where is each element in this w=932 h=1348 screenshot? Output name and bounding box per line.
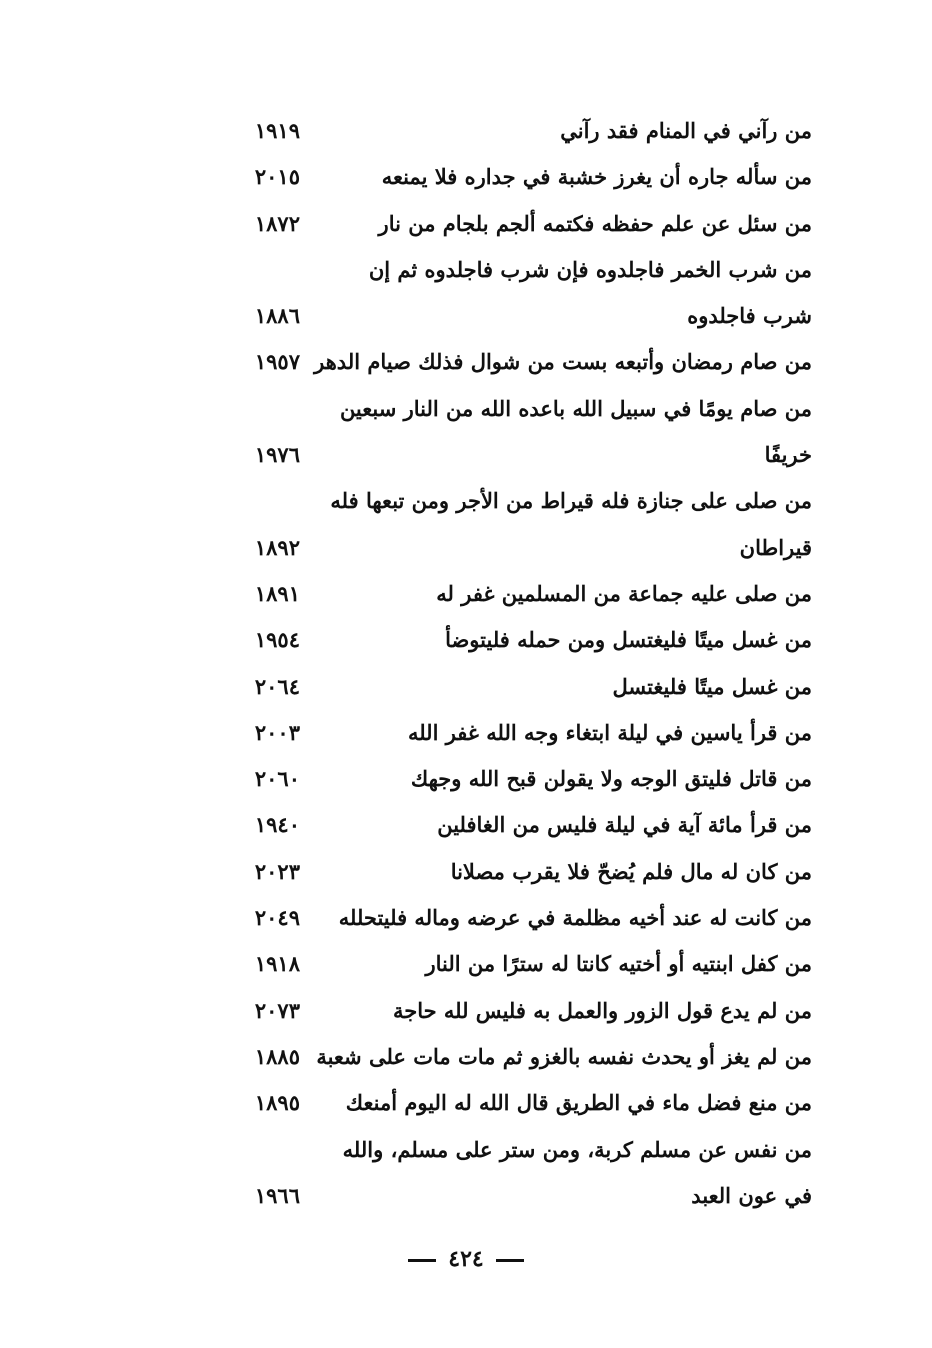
entry-line <box>220 802 812 848</box>
hadith-entry <box>220 571 812 617</box>
entry-line <box>220 849 812 895</box>
hadith-entry <box>220 756 812 802</box>
hadith-text: في عون العبد <box>691 1182 812 1208</box>
hadith-number: ١٨٩٢ <box>254 534 300 560</box>
hadith-number: ٢٠٦٠ <box>254 766 300 792</box>
hadith-number: ١٩٤٠ <box>254 812 300 838</box>
hadith-text: خريفًا <box>764 442 812 468</box>
hadith-entry <box>220 988 812 1034</box>
hadith-text: من قرأ مائة آية في ليلة فليس من الغافلين <box>437 812 812 838</box>
hadith-text: من كفل ابنتيه أو أختيه كانتا له سترًا من النار <box>425 951 812 977</box>
hadith-number: ٢٠٧٣ <box>254 997 300 1023</box>
entry-line <box>220 988 812 1034</box>
hadith-text: من سئل عن علم حفظه فكتمه ألجم بلجام من نار <box>378 210 812 236</box>
hadith-number: ٢٠١٥ <box>254 164 300 190</box>
entry-line <box>220 1173 812 1219</box>
hadith-entry <box>220 108 812 154</box>
entry-line <box>220 1127 812 1173</box>
hadith-entry <box>220 664 812 710</box>
entry-line <box>220 664 812 710</box>
hadith-text: من منع فضل ماء في الطريق قال الله له اليوم أمنعك <box>345 1090 812 1116</box>
hadith-entry <box>220 386 812 479</box>
hadith-number: ١٨٩١ <box>254 580 300 606</box>
hadith-text: من قرأ ياسين في ليلة ابتغاء وجه الله غفر الله <box>407 719 812 745</box>
hadith-entry <box>220 710 812 756</box>
page-number: ٤٢٤ <box>448 1246 484 1272</box>
entry-line <box>220 386 812 432</box>
hadith-entry <box>220 1034 812 1080</box>
entry-line <box>220 154 812 200</box>
hadith-text: من صام رمضان وأتبعه بست من شوال فذلك صيام الدهر <box>314 349 812 375</box>
hadith-number: ٢٠٦٤ <box>254 673 300 699</box>
entry-line <box>220 525 812 571</box>
hadith-number: ١٩٥٤ <box>254 627 300 653</box>
hadith-entry <box>220 802 812 848</box>
entry-line <box>220 895 812 941</box>
hadith-entry <box>220 1080 812 1126</box>
hadith-number: ١٨٨٦ <box>254 303 300 329</box>
hadith-text: من شرب الخمر فاجلدوه فإن شرب فاجلدوه ثم إن <box>368 256 812 282</box>
hadith-entry <box>220 339 812 385</box>
hadith-number: ١٩٧٦ <box>254 442 300 468</box>
hadith-text: من كانت له عند أخيه مظلمة في عرضه وماله فليتحلله <box>338 905 812 931</box>
hadith-number: ١٨٨٥ <box>254 1043 300 1069</box>
hadith-number: ١٨٩٥ <box>254 1090 300 1116</box>
hadith-text: من صلى على جنازة فله قيراط من الأجر ومن تبعها فله <box>330 488 812 514</box>
entry-line <box>220 339 812 385</box>
hadith-number: ١٩١٩ <box>254 118 300 143</box>
hadith-number: ١٩٦٦ <box>254 1182 300 1208</box>
entry-line <box>220 201 812 247</box>
entry-line <box>220 710 812 756</box>
entry-line <box>220 432 812 478</box>
hadith-text: من لم يغز أو يحدث نفسه بالغزو ثم مات مات على شعبة <box>316 1043 812 1069</box>
hadith-number: ٢٠٢٣ <box>254 858 300 884</box>
entry-line <box>220 571 812 617</box>
entry-line <box>220 941 812 987</box>
entry-line <box>220 1080 812 1126</box>
hadith-number: ٢٠٠٣ <box>254 719 300 745</box>
hadith-number: ١٩٥٧ <box>254 349 300 375</box>
hadith-entry <box>220 1127 812 1220</box>
hadith-text: من رآني في المنام فقد رآني <box>560 118 812 143</box>
hadith-entry <box>220 201 812 247</box>
hadith-text: من قاتل فليتق الوجه ولا يقولن قبح الله وجهك <box>410 766 812 792</box>
page-footer <box>0 1244 932 1274</box>
hadith-entry <box>220 478 812 571</box>
hadith-index-list <box>220 108 812 1219</box>
hadith-entry <box>220 617 812 663</box>
hadith-entry <box>220 154 812 200</box>
hadith-text: شرب فاجلدوه <box>687 303 812 329</box>
entry-line <box>220 108 812 154</box>
entry-line <box>220 1034 812 1080</box>
hadith-entry <box>220 941 812 987</box>
entry-line <box>220 293 812 339</box>
hadith-entry <box>220 849 812 895</box>
entry-line <box>220 756 812 802</box>
hadith-text: من سأله جاره أن يغرز خشبة في جداره فلا يمنعه <box>381 164 812 190</box>
hadith-text: من كان له مال فلم يُضحّ فلا يقرب مصلانا <box>450 858 812 884</box>
hadith-entry <box>220 247 812 340</box>
hadith-text: من غسل ميتًا فليغتسل <box>612 673 812 699</box>
hadith-text: قيراطان <box>739 534 812 560</box>
hadith-text: من لم يدع قول الزور والعمل به فليس لله حاجة <box>392 997 812 1023</box>
entry-line <box>220 478 812 524</box>
hadith-entry <box>220 895 812 941</box>
entry-line <box>220 247 812 293</box>
hadith-text: من صلى عليه جماعة من المسلمين غفر له <box>436 580 812 606</box>
footer-dash-right <box>496 1259 524 1262</box>
entry-line <box>220 617 812 663</box>
hadith-text: من نفس عن مسلم كربة، ومن ستر على مسلم، والله <box>342 1136 812 1162</box>
hadith-text: من صام يومًا في سبيل الله باعده الله من النار سبعين <box>339 395 812 421</box>
footer-dash-left <box>408 1259 436 1262</box>
hadith-number: ١٨٧٢ <box>254 210 300 236</box>
hadith-text: من غسل ميتًا فليغتسل ومن حمله فليتوضأ <box>445 627 812 653</box>
hadith-number: ٢٠٤٩ <box>254 905 300 931</box>
hadith-number: ١٩١٨ <box>254 951 300 977</box>
